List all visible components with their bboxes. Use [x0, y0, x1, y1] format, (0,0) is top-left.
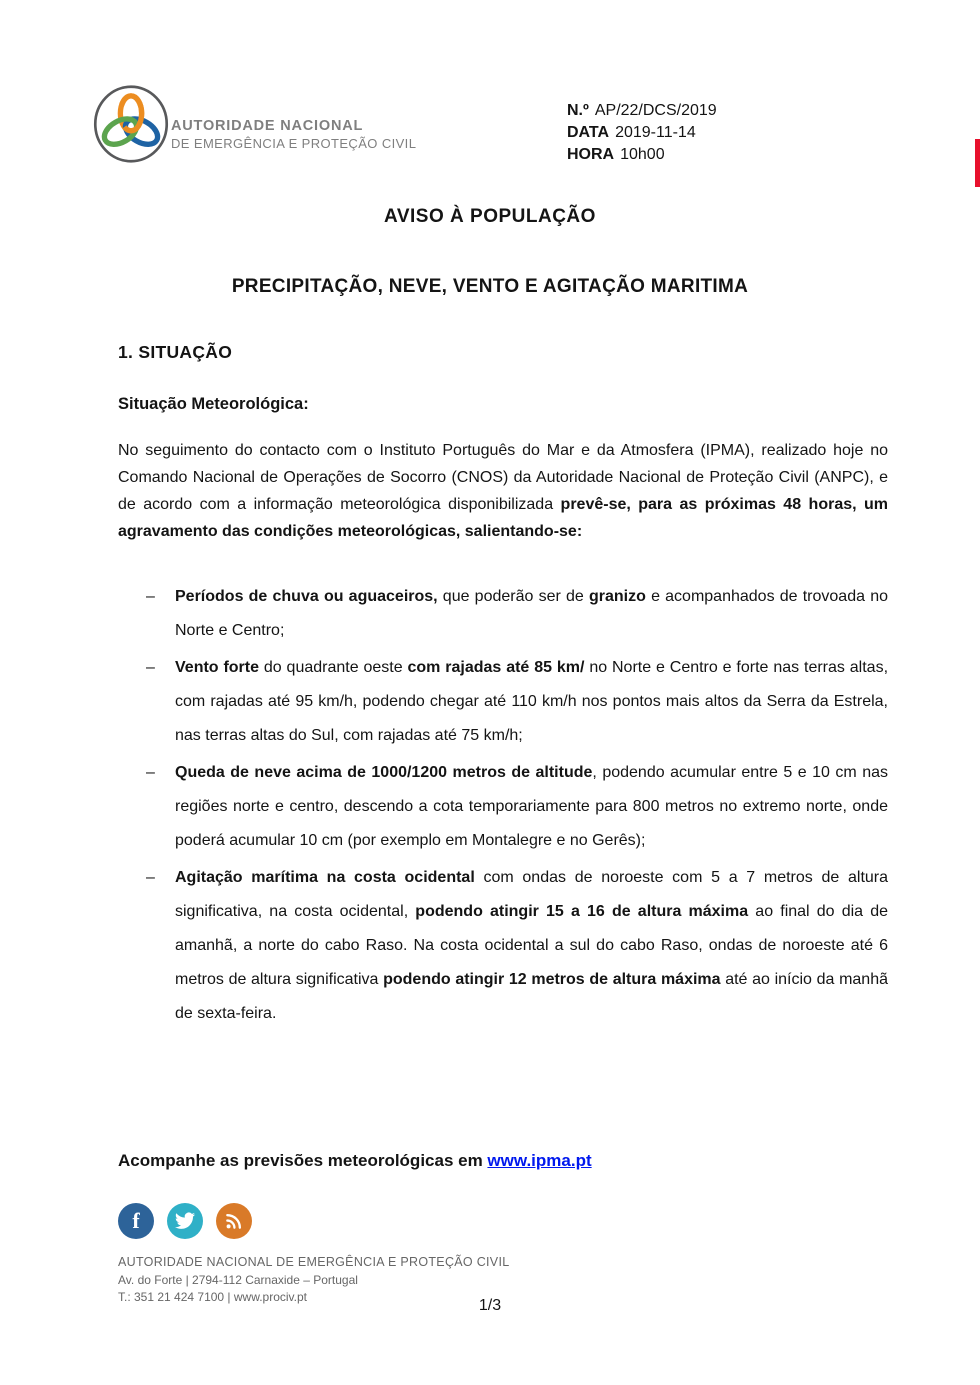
situation-intro-paragraph: No seguimento do contacto com o Instituto Português do Mar e da Atmosfera (IPMA), realizado hoje no Comando Nacional de Operações de Socorro (CNOS) da Autoridade Nacional de Proteção Civil (ANPC), e de acordo com a informação meteorológica disponibilizada prevê-se, para as próximas 48 horas, um agravamento das condições meteorológicas, salientando-se:: [118, 442, 889, 540]
twitter-icon[interactable]: [167, 1203, 203, 1239]
meta-date: [567, 122, 717, 144]
list-item-wind: [118, 651, 888, 753]
red-edge-mark: [975, 139, 980, 187]
list-item-snow: [118, 756, 888, 858]
facebook-icon[interactable]: f: [118, 1203, 154, 1239]
list-item-text: Agitação marítima na costa ocidental com ondas de noroeste com 5 a 7 metros de altura significativa, na costa ocidental, podendo atingir 15 a 16 de altura máxima ao final do dia de amanhã, a norte do cabo Raso. Na costa ocidental a sul do cabo Raso, ondas de noroeste até 6 metros de altura significativa podendo atingir 12 metros de altura máxima até ao início da manhã de sexta-feira.: [175, 869, 889, 1022]
bullet-dash: –: [146, 764, 155, 781]
meta-number-label: N.º: [567, 102, 589, 119]
document-meta: [567, 100, 717, 166]
meta-date-label: DATA: [567, 124, 610, 141]
forecast-follow-text: Acompanhe as previsões meteorológicas em: [118, 1151, 488, 1170]
section-1-heading: 1. SITUAÇÃO: [118, 342, 233, 362]
document-title: AVISO À POPULAÇÃO: [384, 206, 596, 227]
org-name-line2: DE EMERGÊNCIA E PROTEÇÃO CIVIL: [171, 136, 417, 151]
org-name-line1: AUTORIDADE NACIONAL: [171, 118, 364, 134]
footer-org-name: AUTORIDADE NACIONAL DE EMERGÊNCIA E PROTEÇÃO CIVIL: [118, 1255, 510, 1269]
bullet-dash: –: [146, 659, 155, 676]
anpc-logo-icon: [93, 84, 169, 164]
weather-warning-list: [118, 580, 888, 1034]
meta-number-value: AP/22/DCS/2019: [594, 102, 717, 119]
bullet-dash: –: [146, 588, 155, 605]
list-item-text: Queda de neve acima de 1000/1200 metros de altitude, podendo acumular entre 5 e 10 cm nas regiões norte e centro, descendo a cota temporariamente para 800 metros no extremo norte, onde poderá acumular 10 cm (por exemplo em Montalegre e no Gerês);: [175, 764, 888, 849]
footer-address: Av. do Forte | 2794-112 Carnaxide – Portugal: [118, 1273, 358, 1287]
list-item-rain: [118, 580, 888, 648]
list-item-sea: [118, 861, 888, 1031]
meta-hour-value: 10h00: [620, 146, 665, 163]
footer-phone: T.: 351 21 424 7100 | www.prociv.pt: [118, 1290, 308, 1304]
social-icons: [118, 1203, 265, 1239]
list-item-text: Vento forte do quadrante oeste com rajadas até 85 km/ no Norte e Centro e forte nas terras altas, com rajadas até 95 km/h, podendo chegar até 110 km/h nos pontos mais altos da Serra da Estrela, nas terras altas do Sul, com rajadas até 75 km/h;: [175, 659, 889, 744]
meteorological-situation-heading: Situação Meteorológica:: [118, 395, 309, 413]
bullet-dash: –: [146, 869, 155, 886]
document-subtitle: PRECIPITAÇÃO, NEVE, VENTO E AGITAÇÃO MARITIMA: [231, 276, 749, 297]
org-name-block: [171, 118, 416, 151]
meta-hour-label: HORA: [567, 146, 615, 163]
meta-hour: [567, 144, 717, 166]
rss-icon[interactable]: [216, 1203, 252, 1239]
ipma-link[interactable]: www.ipma.pt: [487, 1151, 592, 1170]
page-number: 1/3: [478, 1297, 502, 1314]
meta-date-value: 2019-11-14: [615, 124, 696, 141]
forecast-follow-line: [118, 1151, 592, 1171]
meta-number: [567, 100, 717, 122]
list-item-text: Períodos de chuva ou aguaceiros, que poderão ser de granizo e acompanhados de trovoada no Norte e Centro;: [175, 588, 888, 639]
